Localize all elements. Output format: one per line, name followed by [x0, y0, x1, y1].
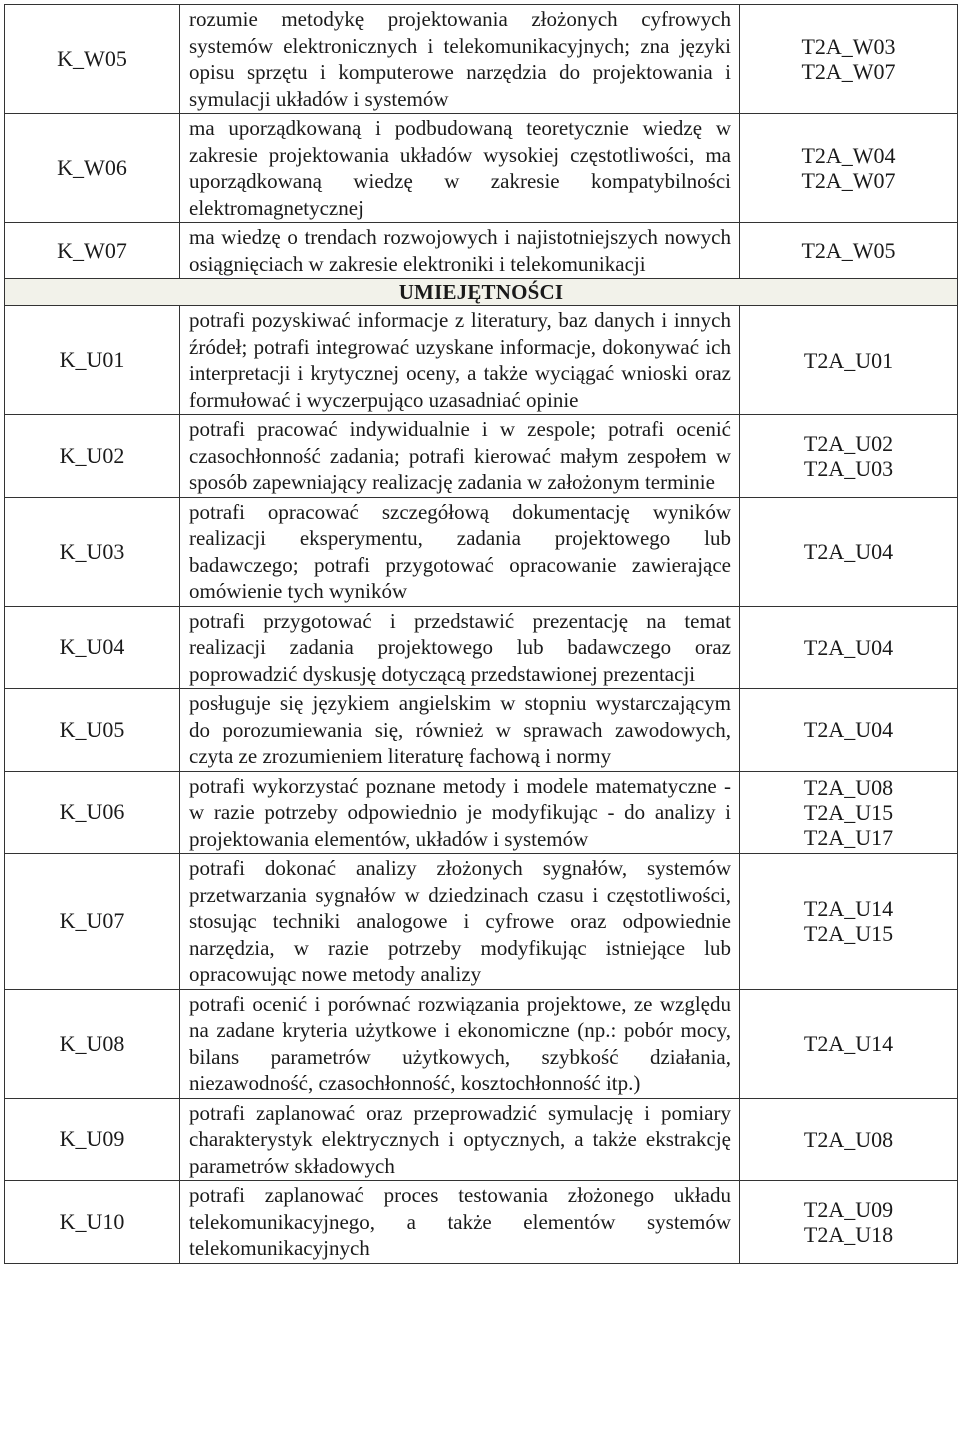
outcome-description: ma wiedzę o trendach rozwojowych i najistotniejszych nowych osiągnięciach w zakresie elektroniki i telekomunikacji	[180, 223, 740, 279]
reference-code: T2A_W05	[801, 238, 896, 263]
table-row	[5, 306, 958, 415]
reference-code: T2A_U15	[803, 799, 894, 825]
outcome-code: K_U04	[5, 606, 180, 689]
table-row	[5, 5, 958, 114]
table-row	[5, 606, 958, 689]
outcome-code: K_W06	[5, 114, 180, 223]
outcome-code: K_U05	[5, 689, 180, 772]
outcome-code: K_U08	[5, 989, 180, 1098]
outcome-code: K_U03	[5, 497, 180, 606]
outcome-description: potrafi zaplanować oraz przeprowadzić symulację i pomiary charakterystyk elektrycznych i optycznych, a także ekstrakcję parametrów składowych	[180, 1098, 740, 1181]
table-row	[5, 497, 958, 606]
reference-code: T2A_U08	[803, 1126, 894, 1152]
outcome-code: K_W05	[5, 5, 180, 114]
reference-codes	[740, 606, 958, 689]
reference-code: T2A_U15	[803, 921, 894, 947]
reference-codes	[740, 114, 958, 223]
reference-code: T2A_W07	[801, 168, 896, 193]
learning-outcomes-table	[4, 4, 958, 1264]
reference-code: T2A_U01	[803, 347, 894, 373]
outcome-description: potrafi pracować indywidualnie i w zespole; potrafi ocenić czasochłonność zadania; potrafi kierować małym zespołem w sposób zapewniający realizację zadania w założonym terminie	[180, 415, 740, 498]
reference-code: T2A_U09	[803, 1196, 894, 1222]
reference-codes	[740, 497, 958, 606]
reference-code: T2A_W07	[801, 59, 896, 84]
outcome-code: K_U02	[5, 415, 180, 498]
outcome-code: K_U09	[5, 1098, 180, 1181]
table-row	[5, 114, 958, 223]
reference-codes	[740, 771, 958, 854]
reference-code: T2A_U18	[803, 1221, 894, 1247]
reference-codes	[740, 1181, 958, 1264]
reference-codes	[740, 415, 958, 498]
reference-code: T2A_U04	[803, 634, 894, 660]
section-heading: UMIEJĘTNOŚCI	[5, 279, 958, 306]
outcome-code: K_U06	[5, 771, 180, 854]
outcome-description: potrafi zaplanować proces testowania złożonego układu telekomunikacyjnego, a także elementów systemów telekomunikacyjnych	[180, 1181, 740, 1264]
table-row	[5, 1098, 958, 1181]
outcome-description: potrafi dokonać analizy złożonych sygnałów, systemów przetwarzania sygnałów w dziedzinach czasu i częstotliwości, stosując techniki analogowe i cyfrowe oraz odpowiednie narzędzia, w razie potrzeby modyfikując istniejące lub opracowując nowe metody analizy	[180, 854, 740, 990]
reference-code: T2A_W03	[801, 34, 896, 59]
outcome-description: ma uporządkowaną i podbudowaną teoretycznie wiedzę w zakresie projektowania układów wysokiej częstotliwości, ma uporządkowaną wiedzę w zakresie kompatybilności elektromagnetycznej	[180, 114, 740, 223]
table-row	[5, 689, 958, 772]
outcome-description: potrafi ocenić i porównać rozwiązania projektowe, ze względu na zadane kryteria użytkowe i ekonomiczne (np.: pobór mocy, bilans parametrów użytkowych, szybkość działania, niezawodność, czasochłonność, kosztochłonność itp.)	[180, 989, 740, 1098]
reference-codes	[740, 5, 958, 114]
reference-code: T2A_U03	[803, 455, 894, 481]
outcome-description: potrafi przygotować i przedstawić prezentację na temat realizacji zadania projektowego lub badawczego oraz poprowadzić dyskusję dotyczącą przedstawionej prezentacji	[180, 606, 740, 689]
outcomes-table-body	[5, 5, 958, 1264]
outcome-code: K_U10	[5, 1181, 180, 1264]
reference-codes	[740, 989, 958, 1098]
outcome-description: potrafi pozyskiwać informacje z literatury, baz danych i innych źródeł; potrafi integrować uzyskane informacje, dokonywać ich interpretacji i krytycznej oceny, a także wyciągać wnioski oraz formułować i wyczerpująco uzasadniać opinie	[180, 306, 740, 415]
reference-codes	[740, 306, 958, 415]
table-row	[5, 223, 958, 279]
reference-code: T2A_W04	[801, 143, 896, 168]
reference-code: T2A_U04	[803, 539, 894, 564]
outcome-code: K_U01	[5, 306, 180, 415]
table-row	[5, 854, 958, 990]
reference-code: T2A_U14	[803, 1031, 894, 1056]
table-row	[5, 415, 958, 498]
reference-codes	[740, 1098, 958, 1181]
reference-code: T2A_U14	[803, 896, 894, 922]
reference-code: T2A_U17	[803, 824, 894, 850]
reference-code: T2A_U04	[803, 717, 894, 743]
outcome-description: posługuje się językiem angielskim w stopniu wystarczającym do porozumiewania się, również w sprawach zawodowych, czyta ze zrozumieniem literaturę fachową i normy	[180, 689, 740, 772]
reference-codes	[740, 223, 958, 279]
table-row	[5, 1181, 958, 1264]
table-row	[5, 771, 958, 854]
section-heading-row	[5, 279, 958, 306]
outcome-description: potrafi opracować szczegółową dokumentację wyników realizacji eksperymentu, zadania projektowego lub badawczego; potrafi przygotować opracowanie zawierające omówienie tych wyników	[180, 497, 740, 606]
reference-codes	[740, 689, 958, 772]
outcome-code: K_W07	[5, 223, 180, 279]
reference-code: T2A_U08	[803, 774, 894, 800]
outcome-description: potrafi wykorzystać poznane metody i modele matematyczne - w razie potrzeby odpowiednio je modyfikując - do analizy i projektowania elementów, układów i systemów	[180, 771, 740, 854]
outcome-code: K_U07	[5, 854, 180, 990]
table-row	[5, 989, 958, 1098]
reference-codes	[740, 854, 958, 990]
outcome-description: rozumie metodykę projektowania złożonych cyfrowych systemów elektronicznych i telekomunikacyjnych; zna języki opisu sprzętu i komputerowe narzędzia do projektowania i symulacji układów i systemów	[180, 5, 740, 114]
reference-code: T2A_U02	[803, 430, 894, 456]
